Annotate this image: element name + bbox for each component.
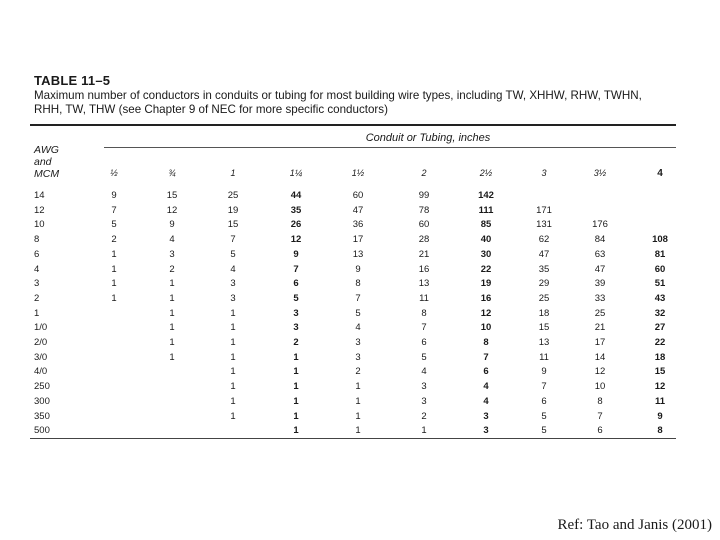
table-cell: 5 <box>421 351 427 363</box>
group-header-rule <box>104 147 676 148</box>
table-cell: 11 <box>654 395 666 407</box>
column-header: 1 <box>230 168 236 178</box>
table-cell: 8 <box>597 395 603 407</box>
table-cell: 131 <box>536 219 552 231</box>
table-cell: 5 <box>541 410 547 422</box>
table-cell: 1 <box>111 263 117 275</box>
table-cell: 142 <box>478 190 494 201</box>
table-cell: 9 <box>657 410 663 422</box>
conductor-table <box>28 73 676 437</box>
table-cell: 1 <box>230 307 236 319</box>
table-cell: 111 <box>478 204 494 216</box>
row-label: 350 <box>34 410 50 422</box>
table-cell: 51 <box>654 278 666 290</box>
table-cell: 1 <box>355 381 361 393</box>
table-cell: 13 <box>418 278 430 290</box>
table-cell: 176 <box>592 219 608 231</box>
row-label: 10 <box>34 219 45 231</box>
table-cell: 22 <box>654 337 666 348</box>
table-cell: 47 <box>594 263 606 275</box>
stub-header-line: and <box>34 156 52 168</box>
table-cell: 2 <box>111 234 117 246</box>
row-label: 12 <box>34 204 45 216</box>
table-cell: 28 <box>418 234 430 246</box>
table-cell: 6 <box>597 425 603 437</box>
table-cell: 1 <box>230 410 236 422</box>
table-cell: 1 <box>111 248 117 260</box>
table-cell: 85 <box>480 219 492 231</box>
table-cell: 11 <box>419 292 429 304</box>
table-cell: 1 <box>169 307 175 319</box>
table-cell: 12 <box>290 234 302 246</box>
row-label: 2 <box>34 292 40 304</box>
table-cell: 60 <box>418 219 430 231</box>
table-top-rule <box>30 124 676 126</box>
table-cell: 32 <box>654 307 666 319</box>
row-label: 1 <box>34 307 40 319</box>
table-cell: 7 <box>597 410 603 422</box>
table-cell: 5 <box>293 292 299 304</box>
group-header: Conduit or Tubing, inches <box>365 132 491 144</box>
table-cell: 1 <box>230 322 236 334</box>
table-cell: 22 <box>480 263 492 275</box>
table-cell: 1 <box>230 351 236 363</box>
table-cell: 1 <box>293 395 299 407</box>
table-cell: 4 <box>230 263 236 275</box>
table-cell: 1 <box>293 410 299 422</box>
table-cell: 3 <box>293 322 299 334</box>
table-cell: 16 <box>480 292 492 304</box>
table-cell: 9 <box>355 263 361 275</box>
table-cell: 7 <box>541 381 547 393</box>
table-cell: 99 <box>418 190 430 201</box>
table-cell: 15 <box>538 322 550 334</box>
column-header: ½ <box>110 168 118 178</box>
table-cell: 15 <box>654 366 666 378</box>
table-cell: 19 <box>227 204 239 216</box>
table-cell: 43 <box>654 292 666 304</box>
stub-header <box>34 144 59 180</box>
table-cell: 2 <box>421 410 427 422</box>
column-header: 3½ <box>593 168 607 178</box>
table-cell: 78 <box>418 204 430 216</box>
table-cell: 17 <box>594 337 606 348</box>
table-cell: 27 <box>654 322 666 334</box>
table-cell: 4 <box>169 234 175 246</box>
column-header: 4 <box>657 168 663 179</box>
table-cell: 15 <box>227 219 239 231</box>
table-cell: 1 <box>169 292 175 304</box>
table-bottom-rule <box>30 438 676 439</box>
table-cell: 39 <box>594 278 606 290</box>
table-cell: 5 <box>111 219 117 231</box>
table-cell: 1 <box>111 278 117 290</box>
row-label: 3 <box>34 278 40 290</box>
table-cell: 4 <box>483 381 489 393</box>
table-cell: 17 <box>352 234 364 246</box>
table-cell: 8 <box>657 425 663 437</box>
table-cell: 60 <box>352 190 364 201</box>
row-label: 2/0 <box>34 337 48 348</box>
table-cell: 1 <box>355 410 361 422</box>
table-cell: 1 <box>169 322 175 334</box>
row-label: 4 <box>34 263 40 275</box>
table-cell: 3 <box>483 425 489 437</box>
table-cell: 1 <box>230 381 236 393</box>
table-cell: 8 <box>483 337 489 348</box>
table-cell: 5 <box>230 248 236 260</box>
column-header: 2½ <box>479 168 493 178</box>
table-cell: 4 <box>421 366 427 378</box>
table-cell: 8 <box>421 307 427 319</box>
table-cell: 3 <box>483 410 489 422</box>
table-cell: 1 <box>230 337 236 348</box>
table-cell: 9 <box>541 366 547 378</box>
table-cell: 3 <box>293 307 299 319</box>
row-label: 3/0 <box>34 351 48 363</box>
column-header: 2 <box>421 168 427 178</box>
row-label: 6 <box>34 248 40 260</box>
table-cell: 47 <box>538 248 550 260</box>
table-cell: 3 <box>421 381 427 393</box>
reference-note: Ref: Tao and Janis (2001) <box>557 517 712 533</box>
table-cell: 30 <box>480 248 492 260</box>
table-cell: 171 <box>536 204 552 216</box>
table-cell: 1 <box>421 425 427 437</box>
table-cell: 6 <box>421 337 427 348</box>
table-title: TABLE 11–5 <box>34 73 111 88</box>
table-cell: 3 <box>169 248 175 260</box>
table-cell: 47 <box>352 204 364 216</box>
table-cell: 4 <box>355 322 361 334</box>
table-cell: 25 <box>594 307 606 319</box>
table-cell: 5 <box>355 307 361 319</box>
table-cell: 1 <box>293 425 299 437</box>
table-cell: 21 <box>594 322 606 334</box>
stub-header-line: AWG <box>34 144 59 156</box>
table-cell: 25 <box>227 190 239 201</box>
table-cell: 84 <box>594 234 606 246</box>
table-cell: 14 <box>594 351 606 363</box>
row-label: 8 <box>34 234 40 246</box>
table-cell: 26 <box>290 219 302 231</box>
table-cell: 18 <box>538 307 550 319</box>
table-cell: 1 <box>355 425 361 437</box>
table-cell: 1 <box>230 366 236 378</box>
table-cell: 7 <box>355 292 361 304</box>
table-cell: 2 <box>293 337 299 348</box>
table-cell: 35 <box>290 204 302 216</box>
table-cell: 21 <box>418 248 430 260</box>
row-label: 4/0 <box>34 366 48 378</box>
table-cell: 2 <box>355 366 361 378</box>
row-label: 14 <box>34 190 45 201</box>
table-cell: 6 <box>541 395 547 407</box>
column-header: 3 <box>541 168 547 178</box>
table-cell: 12 <box>654 381 666 393</box>
row-label: 500 <box>34 425 50 437</box>
table-cell: 5 <box>541 425 547 437</box>
column-header: ¾ <box>168 168 176 178</box>
table-cell: 33 <box>594 292 606 304</box>
table-cell: 7 <box>111 204 117 216</box>
table-cell: 18 <box>654 351 666 363</box>
table-cell: 7 <box>483 351 489 363</box>
table-cell: 62 <box>538 234 550 246</box>
table-cell: 4 <box>483 395 489 407</box>
table-cell: 29 <box>538 278 550 290</box>
table-cell: 10 <box>594 381 606 393</box>
table-cell: 1 <box>169 337 175 348</box>
table-cell: 3 <box>230 278 236 290</box>
table-cell: 3 <box>421 395 427 407</box>
table-cell: 16 <box>418 263 430 275</box>
table-cell: 1 <box>293 381 299 393</box>
table-caption-line-1: Maximum number of conductors in conduits or tubing for most building wire types, including TW, XHHW, RHW, TWHN, <box>34 89 642 102</box>
table-cell: 11 <box>539 351 549 363</box>
table-cell: 6 <box>293 278 299 290</box>
table-cell: 19 <box>480 278 492 290</box>
table-cell: 36 <box>352 219 364 231</box>
table-cell: 35 <box>538 263 550 275</box>
table-cell: 13 <box>538 337 550 348</box>
column-header: 1¼ <box>289 168 303 178</box>
table-cell: 12 <box>594 366 606 378</box>
table-cell: 12 <box>480 307 492 319</box>
row-label: 250 <box>34 381 50 393</box>
table-cell: 1 <box>355 395 361 407</box>
table-cell: 15 <box>166 190 178 201</box>
table-cell: 108 <box>652 234 668 246</box>
row-label: 1/0 <box>34 322 48 334</box>
table-cell: 1 <box>293 366 299 378</box>
table-cell: 9 <box>293 248 299 260</box>
table-cell: 7 <box>230 234 236 246</box>
table-cell: 1 <box>293 351 299 363</box>
column-header: 1½ <box>351 168 365 178</box>
table-cell: 25 <box>538 292 550 304</box>
table-cell: 9 <box>169 219 175 231</box>
table-cell: 1 <box>111 292 117 304</box>
table-cell: 1 <box>169 351 175 363</box>
table-cell: 2 <box>169 263 175 275</box>
table-cell: 3 <box>355 337 361 348</box>
row-label: 300 <box>34 395 50 407</box>
table-cell: 9 <box>111 190 117 201</box>
table-cell: 8 <box>355 278 361 290</box>
table-cell: 7 <box>421 322 427 334</box>
table-cell: 6 <box>483 366 489 378</box>
table-cell: 1 <box>169 278 175 290</box>
table-cell: 63 <box>594 248 606 260</box>
table-cell: 40 <box>480 234 492 246</box>
table-cell: 7 <box>293 263 299 275</box>
table-cell: 3 <box>355 351 361 363</box>
table-cell: 60 <box>654 263 666 275</box>
table-cell: 3 <box>230 292 236 304</box>
table-cell: 81 <box>654 248 666 260</box>
table-cell: 1 <box>230 395 236 407</box>
table-cell: 44 <box>290 190 302 201</box>
table-cell: 13 <box>352 248 364 260</box>
table-cell: 12 <box>166 204 178 216</box>
stub-header-line: MCM <box>34 168 60 180</box>
table-caption-line-2: RHH, TW, THW (see Chapter 9 of NEC for more specific conductors) <box>34 103 388 116</box>
table-cell: 10 <box>480 322 492 334</box>
